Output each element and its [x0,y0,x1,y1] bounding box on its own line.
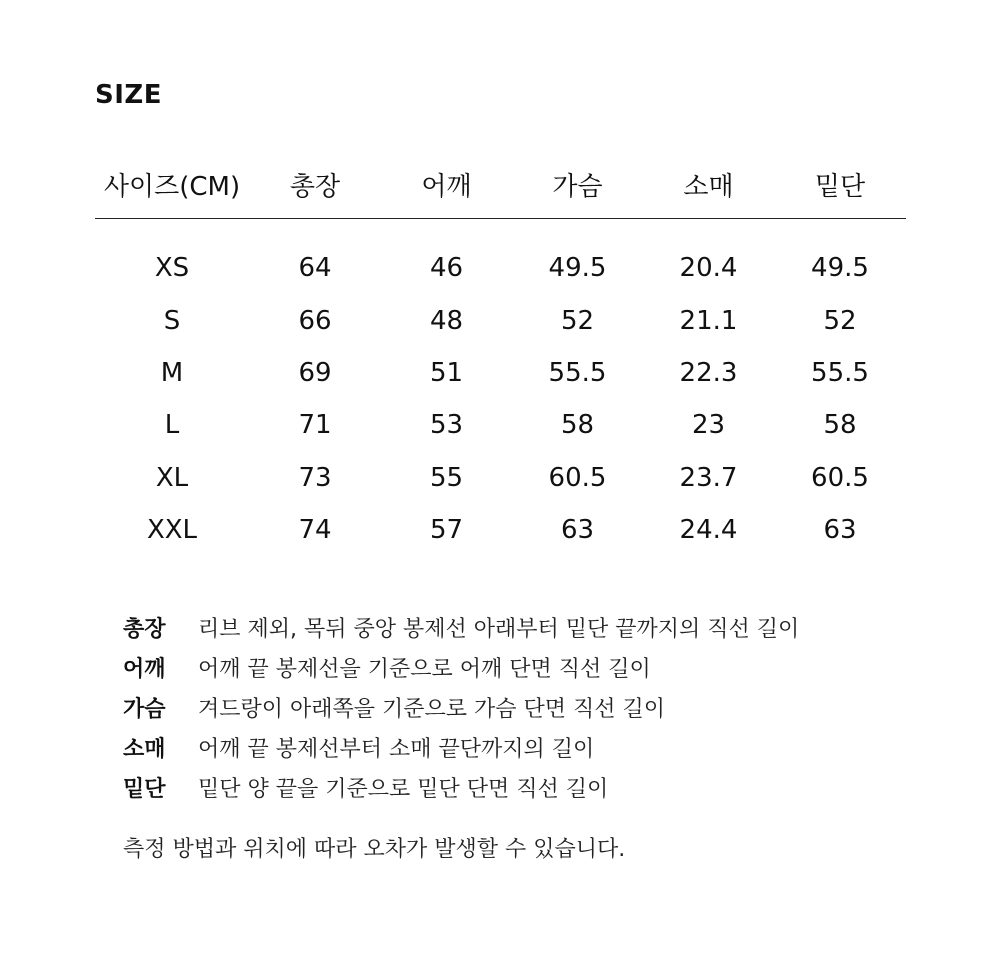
note-item [123,727,799,767]
cell-shoulder: 55 [429,462,464,493]
table-body [95,219,906,556]
cell-shoulder: 57 [429,515,464,546]
cell-sleeve: 23.7 [679,462,738,493]
cell-length: 73 [298,462,332,493]
disclaimer-text: 측정 방법과 위치에 따라 오차가 발생할 수 있습니다. [123,837,626,862]
cell-size: L [164,410,180,441]
cell-hem: 52 [823,305,857,336]
note-term: 밑단 [123,776,166,802]
note-item [123,647,799,687]
header-size: 사이즈(CM) [103,171,241,202]
cell-length: 66 [298,305,332,336]
cell-length: 74 [298,515,332,546]
header-sleeve: 소매 [683,171,734,202]
note-term: 소매 [123,736,166,762]
table-row [95,452,906,504]
cell-shoulder: 53 [429,410,464,441]
cell-shoulder: 51 [429,357,464,388]
table-row [95,399,906,451]
cell-size: XS [154,253,190,284]
note-description: 겨드랑이 아래쪽을 기준으로 가슴 단면 직선 길이 [198,696,666,722]
table-row [95,242,906,294]
cell-size: M [160,357,184,388]
table-row [95,294,906,346]
measurement-notes [123,607,799,807]
note-term: 총장 [123,616,166,642]
cell-size: XXL [146,515,198,546]
header-hem: 밑단 [814,171,866,202]
cell-length: 64 [298,253,332,284]
cell-shoulder: 46 [429,253,464,284]
cell-chest: 58 [560,410,595,441]
note-item [123,767,799,807]
cell-hem: 55.5 [811,357,869,388]
cell-size: S [163,305,181,336]
cell-sleeve: 23 [691,410,726,441]
cell-hem: 60.5 [811,462,869,493]
note-item [123,607,799,647]
cell-shoulder: 48 [429,305,464,336]
header-chest: 가슴 [552,171,603,202]
page-title: SIZE [95,80,163,110]
cell-chest: 49.5 [548,253,607,284]
cell-sleeve: 21.1 [679,305,738,336]
cell-chest: 63 [560,515,595,546]
cell-sleeve: 20.4 [679,253,738,284]
cell-length: 69 [298,357,332,388]
cell-chest: 52 [560,305,595,336]
cell-hem: 63 [823,515,857,546]
cell-sleeve: 24.4 [679,515,738,546]
cell-hem: 49.5 [811,253,869,284]
cell-chest: 60.5 [548,462,607,493]
header-length: 총장 [289,171,341,202]
note-description: 어깨 끝 봉제선을 기준으로 어깨 단면 직선 길이 [198,656,651,682]
table-row [95,504,906,556]
note-description: 어깨 끝 봉제선부터 소매 끝단까지의 길이 [198,736,595,762]
header-shoulder: 어깨 [421,171,472,202]
note-term: 어깨 [123,656,166,682]
size-table [95,150,906,556]
table-row [95,347,906,399]
cell-size: XL [155,462,189,493]
cell-hem: 58 [823,410,857,441]
note-description: 리브 제외, 목뒤 중앙 봉제선 아래부터 밑단 끝까지의 직선 길이 [198,616,800,642]
cell-sleeve: 22.3 [679,357,738,388]
cell-chest: 55.5 [548,357,607,388]
table-header [95,150,906,219]
note-description: 밑단 양 끝을 기준으로 밑단 단면 직선 길이 [198,776,609,802]
note-item [123,687,799,727]
cell-length: 71 [298,410,332,441]
note-term: 가슴 [123,696,166,722]
